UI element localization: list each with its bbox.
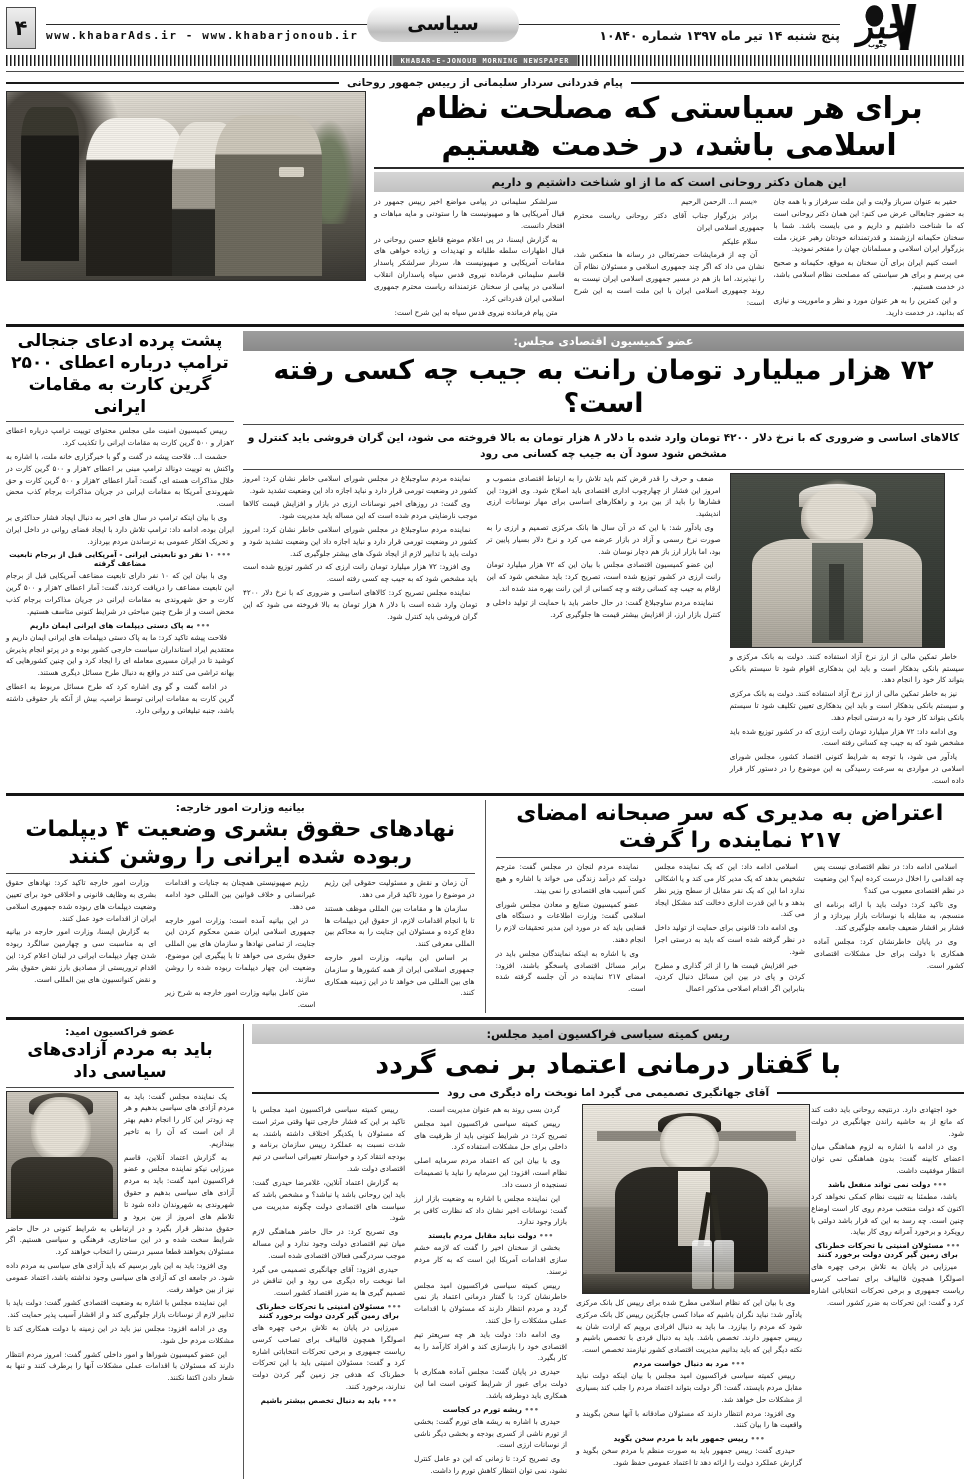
- article6-sub-5: ••• دولت نمی تواند منفعل باشد: [811, 1180, 964, 1189]
- article6-colA-text2: باشد، مطمئنا به تثبیت نظام کمکی نخواهد کرد اکنون که دولت منتخب مردم روی کار است اوضاع چنین است. چه رسد به این که قرار باشد دولتی با رویکرد و برخورد آمرانه روی کار بیاید.: [811, 1191, 964, 1238]
- article2-photo: [730, 473, 945, 648]
- sidebar-body-2: وی با بیان این که ۱۰ نفر دارای تابعیت مضاعف آمریکایی قبل از برجام این تابعیت مضاعف را دریافت کردند، گفت: آمار اعطای ۲هزار و ۵۰۰ گرین کارت و حق شهروندی به مقامات ایرانی در جریان مذاکرات برجام کذب محض است و از طرح چنین مباحثی در شرایط کنونی متاسف هستیم.: [6, 570, 234, 617]
- divider: [6, 324, 964, 327]
- article2-col2: ضعف و حرف را قدر قرض کنم باید تلاش را به ارتباط اقتصادی منصوب و امروز این فشار از چهارچوب اداری اقتصادی باید اصلاح شود. وی افزود: این فشارها را باید از بین برد و راهکارهای اساسی برای مهار نوسانات ارزی اندیشید. وی یادآور شد: با این که در آن سال ها بانک مرکزی تصمیم و ارزی را به صورت نرخ رسمی و آزاد در بازار عرضه می کرد و نرخ دلار بسیار پایین تر بود، اما بازار ارز باز هم دچار نوسان شد. این عضو کمیسیون اقتصادی مجلس با بیان این که ۷۲ هزار میلیارد تومان رانت ارزی در کشور توزیع شده است، تصریح کرد: باید مشخص شود که این ارقام به جیب چه کسانی رفته و چه کسانی از این رانت بهره مند شده اند. نماینده مردم ساوجبلاغ گفت: در حال حاضر باید با حمایت از تولید داخلی و کنترل بازار ارز، از افزایش بیشتر قیمت ها جلوگیری کرد.: [486, 473, 720, 789]
- bullet-icon: •••: [731, 1359, 745, 1368]
- masthead: [6, 0, 964, 52]
- divider: [485, 800, 486, 1013]
- divider: [374, 167, 964, 169]
- article6-sub-4: ••• باید به دنبال تخصص بیشتر باشیم: [252, 1396, 405, 1405]
- article5-photo: [6, 1091, 118, 1219]
- divider: [777, 1092, 964, 1094]
- article6-colB-text: وی با بیان این که نظام اسلامی مطرح شده برای رییس کل بانک مرکزی یادآور شد: نباید نگران باشیم که مبادا کسی جایگزین رییس کل بانک مرکزی شود که مردم را بیازرد. ما باید به دنبال افرادی برویم که ارادت شان به رییس جمهور دارند. تخصص باشد. باید به دنبال فردی با تخصص باشیم و نکته دیگر این که باید بدانیم مدیریت اقتصادی کشور نیازمند تخصص است.: [576, 1104, 802, 1356]
- article5: [6, 1024, 234, 1386]
- article6-colA-text: خود اجتهادی دارد. درنتیجه روحانی باید دقت کند که مانع از به حاشیه راندن جهانگیری در دولت شود. وی در ادامه با اشاره به لزوم هماهنگی میان اعضای کابینه گفت: بدون هماهنگی نمی توان انتظار موفقیت داشت.: [811, 1104, 964, 1177]
- masthead-center: [40, 4, 846, 52]
- article5-body: یک نماینده مجلس گفت: باید به مردم آزادی های سیاسی بدهیم و هر چه زودتر این کار را انجام دهیم بهتر از این است که آن را به تاخیر بیندازیم. به گزارش اعتماد آنلاین، قاسم میرزایی نیکو نماینده مجلس و عضو فراکسیون امید گفت: باید به مردم آزادی های سیاسی بدهیم و حقوق شهروندی به شهروندان داده شود تا تلاطم های امروز از بین برود و حقوق مدنظر قرار بگیرد و در ارتباطی به شرایط کنونی در حال حاضر شرایط سخت شده و در این ساختاری، فرهنگی و سیاسی هستیم. اگر مسئولان بخواهند قطعا مسیر درستی را انتخاب خواهند کرد. وی افزود: باید به این باور برسیم که باید آزادی های سیاسی به مردم داده شود. در جامعه ای که آزادی های سیاسی وجود نداشته باشد، اعتماد عمومی نیز از بین خواهد رفت. این نماینده مجلس با اشاره به وضعیت اقتصادی کشور گفت: دولت باید با تدابیر لازم از نوسانات بازار جلوگیری کند و از اقشار آسیب پذیر حمایت کند. وی در ادامه افزود: مجلس نیز باید در این زمینه با دولت همکاری کند تا مشکلات مردم حل شود. این عضو کمیسیون شوراها و امور داخلی کشور گفت: امروز مردم انتظار دارند که مسئولان با اقدامات عملی مشکلات آنها را برطرف کنند و تنها به شعار دادن اکتفا نکنند.: [6, 1091, 234, 1385]
- article4-col1: نماینده مردم لنجان در مجلس گفت: مترجم دولت کم درآمد زندگی می خواند با اشاره و هیچ کس آسیب های اقتصادی را نمی بیند. عضو کمیسیون صنایع و معادن مجلس شورای اسلامی گفت: وزارت اطلاعات و دستگاه های قضایی باید که در مورد این مدیر تحقیقات لازم را انجام دهند. وی با اشاره به اینکه نمایندگان مجلس باید در برابر مسائل اقتصادی پاسخگو باشند، افزود: امضای ۲۱۷ نماینده در آن جلسه گرفته شده است.: [495, 861, 645, 997]
- bullet-icon: •••: [539, 1231, 553, 1240]
- sidebar-body-1: رییس کمیسیون امنیت ملی مجلس محتوای توییت ترامپ درباره اعطای ۲هزار و ۵۰۰ گرین کارت به مقامات ایرانی را تکذیب کرد. حشمت ا... فلاحت پیشه در گفت و گو با خبرگزاری خانه ملت، با اشاره به واکنش به توییت دونالد ترامپ مبنی بر اعطای ۲هزار و ۵۰۰ گرین کارت در خلال مذاکرات هسته ای، گفت: آمار اعطای ۲هزار و ۵۰۰ گرین کارت و حق شهروندی آمریکا به مقامات ایرانی در جریان مذاکرات برجام کذب محض است. وی با بیان اینکه ترامپ در سال های اخیر به دنبال ایجاد فشار حداکثری بر ایران بوده، ادامه داد: ترامپ تلاش دارد با ایجاد فضای روانی در داخل ایران و تحریک افکار عمومی به ترساندن مردم بپردازد.: [6, 425, 234, 547]
- article6-headline[interactable]: با گفتار درمانی اعتماد بر نمی گردد: [252, 1049, 964, 1082]
- article4-col3: اسلامی ادامه داد: در نظم اقتصادی نیست پس چه اقدامی را اخلال درست کرده ایم؟ این وضعیت در نظم اقتصادی معیوب می کند؟ وی تاکید کرد: دولت باید با ارائه برنامه ای منسجم، به مقابله با نوسانات بازار بپردازد و از فشار بر اقشار ضعیف جامعه جلوگیری کند. وی در پایان خاطرنشان کرد: مجلس آماده همکاری با دولت برای حل مشکلات اقتصادی کشور است.: [814, 861, 964, 997]
- article6-colD: [252, 1104, 405, 1479]
- article1-col2: «بسم ا... الرحمن الرحیم برادر بزرگوار جناب آقای دکتر روحانی ریاست محترم جمهوری اسلامی ایران سلام علیکم آن چه از فرمایشات حضرتعالی در رسانه ها منعکس شد، نشان می داد که اگر چند جمهوری اسلامی و مسئولان نظام آن را نپذیرند، اما باز هم در مسیر جمهوری اسلامی ایران نیست به روند جمهوری اسلامی ایران با این ملت است به این شرح است:: [574, 196, 765, 320]
- article6-colC-text: گردن بسی روند به هم عنوان مدیریت است. رییس کمیته سیاسی فراکسیون امید مجلس تصریح کرد: در شرایط کنونی باید از ظرفیت های داخلی برای حل مشکلات استفاده کرد. وی با بیان این که اعتماد مردم سرمایه اصلی نظام است، افزود: این سرمایه را نباید با تصمیمات نسنجیده از دست داد. این نماینده مجلس با اشاره به وضعیت بازار ارز گفت: نوسانات اخیر نشان داد که نظارت کافی بر بازار وجود ندارد.: [414, 1104, 567, 1228]
- issue-date: پنج شنبه ۱۴ تیر ماه ۱۳۹۷ شماره ۱۰۸۴۰: [599, 28, 840, 43]
- article3-kicker: بیانیه وزارت امور خارجه:: [6, 800, 475, 816]
- divider: [252, 1092, 439, 1094]
- logo-icon: [852, 4, 964, 50]
- bullet-icon: •••: [383, 1396, 397, 1405]
- article6-sub-8: ••• رییس جمهور باید با مردم سخن بگوید: [576, 1434, 802, 1443]
- article1-col3: حقیر به عنوان سرباز ولایت و این ملت سرفراز و با همه جان به حضور جنابعالی عرض می کنم: این همان دکتر روحانی است که ما شناخت داشتیم و داریم و می بایست باشد. شما با سخنان حکیمانه ارزشمند و قدرتمندانه خودتان رهبر عزیز، ملت بزرگوار ایران اسلامی و مسلمانان جهان را مفتخر نمودید. است کنیم ایران برای آن سخنان به موقع، حکیمانه و صحیح می پرسم و برای هر سیاستی که مصلحت نظام اسلامی باشد، در خدمت هستیم. و این کمترین را به هر عنوان مورد و نظر و ماموریت و نیازی که بدانید، در خدمت دارید.: [773, 196, 964, 320]
- article6: [252, 1024, 964, 1479]
- website-urls[interactable]: www.khabarAds.ir - www.khabarjonoub.ir: [46, 29, 358, 42]
- article2-col1: نماینده مردم ساوجبلاغ در مجلس شورای اسلامی خاطر نشان کرد: امروز کشور در وضعیت تورمی قرار دارد و نباید اجازه داد این وضعیت تشدید شود. وی گفت: در روزهای اخیر نوسانات ارزی در بازار و افزایش قیمت کالاها موجب نارضایتی مردم شده است که این مساله باید مدیریت شود. نماینده مردم ساوجبلاغ در مجلس شورای اسلامی خاطر نشان کرد: امروز کشور در وضعیت تورمی قرار دارد و نباید اجازه داد این وضعیت تشدید شود و دولت باید با تدابیر لازم از ایجاد شوک های بیشتر جلوگیری کند. وی افزود: ۷۲ هزار میلیارد تومان رانت ارزی که در کشور توزیع شده است باید مشخص شود که به جیب چه کسی رفته است. نماینده مجلس تصریح کرد: کالاهای اساسی و ضروری که با نرخ دلار ۴۲۰۰ تومان وارد شده است با دلار ۸ هزار تومان به بالا فروخته می شود که این گران فروشی باید کنترل شود.: [243, 473, 477, 789]
- article6-colC: [414, 1104, 567, 1479]
- article1-columns: [374, 196, 964, 320]
- article5-kicker: عضو فراکسیون امید:: [6, 1024, 234, 1040]
- newspaper-logo: [846, 4, 964, 52]
- divider: [243, 424, 964, 425]
- bullet-icon: •••: [196, 621, 210, 630]
- article1-headline[interactable]: برای هر سیاستی که مصلحت نظام اسلامی باشد، در خدمت هستیم: [374, 91, 964, 164]
- article6-sub-3: ••• مسئولان امنیتی با تحرکات خطرناک برای زمین گیر کردن دولت برخورد کنند: [252, 1302, 405, 1320]
- bullet-icon: •••: [217, 550, 231, 559]
- article1-kicker: پیام قدردانی سردار سلیمانی از رییس جمهور روحانی: [347, 75, 623, 91]
- article6-colD-text: رییس کمیته سیاسی فراکسیون امید مجلس با تاکید بر این که فشار خارجی تنها وقتی مرثر است که مسئولان با یکدیگر اختلاف داشته باشند، به شدت نسبت به عملکرد رییس سازمان برنامه و بودجه انتقاد کرد و خواستار تغییراتی اساسی در تیم اقتصادی دولت شد. به گزارش اعتماد آنلاین، غلامرضا حیدری گفت: باید این روحانی باشد یا نباشد؟ و مشخص باشد که سیاست های اقتصادی دولت چگونه مدیریت می شود. وی تصریح کرد: در حال حاضر هماهنگی لازم میان تیم اقتصادی دولت وجود ندارد و این مساله موجب سردرگمی فعالان اقتصادی شده است. حیدری افزود: آقای جهانگیری تصمیمی می گیرد اما نوبخت راه دیگری می رود و این تناقض در تصمیم گیری ها به ضرر اقتصاد کشور است.: [252, 1104, 405, 1299]
- divider: [6, 793, 964, 796]
- article3: [6, 800, 475, 1013]
- divider: [6, 873, 475, 874]
- sidebar-subhead-2: ••• به پاک دستی دیپلمات های ایرانی ایمان داریم: [6, 621, 234, 630]
- article6-colA-text3: میرزایی در پایان به تلاش برخی چهره های اصولگرا همچون قالیباف برای تصاحب کرسی ریاست جمهوری و برخی تحرکات انتخاباتی اشاره کرد و گفت: این تحرکات به ضرر کشور است.: [811, 1261, 964, 1308]
- sidebar-headline[interactable]: پشت پرده ادعای جنجالی ترامپ درباره اعطای ۲۵۰۰ گرین کارت به مقامات ایرانی: [6, 331, 234, 418]
- article6-sub-2: ••• ریشه تورم در کجاست: [414, 1405, 567, 1414]
- article1-col1: سرلشکر سلیمانی در پیامی مواضع اخیر رییس جمهور در قبال آمریکایی ها و صهیونیست ها را ستودنی و مایه مباهات و افتخار دانست. به گزارش ایسنا، در پی اعلام موضع قاطع حسن روحانی در قبال اظهارات سلطه طلبانه و تهدیدات و زیاده خواهی های مقامات آمریکایی و صهیونیست ها، سردار سرلشکر پاسدار قاسم سلیمانی فرمانده نیروی قدس سپاه پاسداران انقلاب اسلامی در پیامی از سخنان عزتمندانه ریاست محترم جمهوری اسلامی ایران قدردانی کرد. متن پیام فرمانده نیروی قدس سپاه به این شرح است:: [374, 196, 565, 320]
- article4-col2: اسلامی ادامه داد: این که یک نماینده مجلس تشخیص بدهد که یک مدیر کار می کند و یا اشکالی ندارد اما این که یک نفر مقابل از سطح وزیر نظر بدهد و با این قدرت اداری دخالت کند مشکل ایجاد می کند. وی ادامه داد: قانونی برای حمایت از تولید داخل در نظر گرفته شده است که باید به درستی اجرا شود. خبر افزایش قیمت ها را از اثر گذاری و مطرح کردن و پای در بین این مسائل دنبال کردن، بنابراین اگر اقدام اصلاحی مذکور اعمال: [655, 861, 805, 997]
- article4: [496, 800, 965, 997]
- article3-col3: آن زمان و نقش و مسئولیت حقوقی این رژیم در موضوع را مورد تاکید قرار می دهد. سازمان ها و مقامات بین المللی موظف هستند تا با انجام اقدامات لازم، از حقوق این دیپلمات ها دفاع کرده و مسئولان این جنایت را به محاکم بین المللی معرفی کنند. بر اساس این بیانیه، وزارت امور خارجه جمهوری اسلامی ایران از همه کشورها و سازمان های بین المللی می خواهد تا در این زمینه همکاری کنند.: [324, 877, 474, 1013]
- article6-sub-7: ••• مرد به دنبال خواست مردم: [576, 1359, 802, 1368]
- sidebar-body-3: فلاحت پیشه تاکید کرد: ما به پاک دستی دیپلمات های ایرانی ایمان داریم و معتقدیم ایراد استانداران سیاست خارجی کشور بوده و در پرتو انجام پذیرش کوشید تا در ایران مسیری معامله ای را ایجاد کرد و این چنین کشورهایی که بهانه تراشی می کنند در واقع به دنبال طرح مسائل دیگری هستند. در ادامه گفت و گو وی اشاره کرد که طرح مسائل مربوط به اعطای گرین کارت به مقامات ایرانی توسط ترامپ، بیش از آنکه بار حقوقی داشته باشد، جنبه تبلیغاتی و روانی دارد.: [6, 632, 234, 717]
- article3-headline[interactable]: نهادهای حقوق بشری وضعیت ۴ دیپلمات ربوده شده ایرانی را روشن کنند: [6, 816, 475, 871]
- divider: [6, 1087, 234, 1088]
- divider: [631, 82, 964, 84]
- article6-colB: [576, 1104, 802, 1479]
- article2-headline[interactable]: ۷۲ هزار میلیارد تومان رانت به جیب چه کسی رفته است؟: [243, 355, 964, 421]
- article6-deck-row: [252, 1085, 964, 1101]
- article2-col3: [730, 473, 964, 789]
- divider: [6, 1017, 964, 1020]
- article6-columns: [252, 1104, 964, 1479]
- bullet-icon: •••: [525, 1405, 539, 1414]
- bullet-icon: •••: [387, 1302, 401, 1311]
- article1-kicker-row: [6, 75, 964, 91]
- article6-colB-text2: رییس کمیته سیاسی فراکسیون امید مجلس با بیان اینکه دولت نباید مقابل مردم بایستد، گفت: اگر دولت بتواند اعتماد مردم را جلب کند بسیاری از مشکلات حل خواهد شد. وی افزود: مردم انتظار دارند که مسئولان صادقانه با آنها سخن بگویند و واقعیت ها را بیان کنند.: [576, 1370, 802, 1431]
- divider: [6, 71, 964, 72]
- article2-photo-caption: خاطر تمکین مالی از ارز نرخ آزاد استفاده کنند. دولت به بانک مرکزی و سیستم بانکی بدهکار است و باید این بدهکاری اقوام شود تا سیستم بانکی بتواند کار خود را انجام دهد.: [730, 473, 964, 686]
- section-title: سیاسی: [367, 6, 519, 42]
- sidebar-subhead-1: ••• ۱۰ نفر دو تابعیتی ایرانی - آمریکایی قبل از برجام تابعیت مضاعف گرفته: [6, 550, 234, 568]
- divider: [6, 82, 339, 84]
- article2-kicker: عضو کمیسیون اقتصادی مجلس:: [243, 331, 964, 351]
- bullet-icon: •••: [751, 1434, 765, 1443]
- article2-deck: کالاهای اساسی و ضروری که با نرخ دلار ۴۲۰۰ تومان وارد شده با دلار ۸ هزار تومان به بالا فروخته می شود، این گران فروشی باید کنترل و مشخص شود سود آن به جیب چه کسانی می رود: [243, 428, 964, 466]
- ticker-bar: [6, 55, 964, 66]
- article6-colA: [811, 1104, 964, 1479]
- article6-colB-text3: حیدری گفت: رییس جمهور باید به صورت منظم با مردم سخن بگوید و گزارش عملکرد دولت را ارائه دهد تا اعتماد عمومی حفظ شود.: [576, 1445, 802, 1469]
- article5-headline[interactable]: باید به مردم آزادی‌های سیاسی داد: [6, 1040, 234, 1084]
- article2-sidebar: [6, 331, 234, 718]
- divider: [6, 421, 234, 422]
- ticker-label: KHABAR-E-JONOUB MORNING NEWSPAPER: [393, 55, 578, 66]
- article6-deck: آقای جهانگیری تصمیمی می گیرد اما نوبخت راه دیگری می رود: [447, 1085, 769, 1101]
- article6-photo: [582, 1104, 810, 1294]
- article1-deck: این همان دکتر روحانی است که ما از او شناخت داشتیم و داریم: [374, 172, 964, 192]
- article6-colC-text3: حیدری با اشاره به ریشه های تورم گفت: بخشی از تورم ناشی از کسری بودجه و بخشی دیگر ناشی از نوسانات ارزی است. وی تصریح کرد: تا زمانی که این دو عامل کنترل نشود، نمی توان انتظار کاهش تورم را داشت.: [414, 1416, 567, 1477]
- divider: [496, 857, 965, 858]
- article6-colD-text2: میرزایی در پایان به تلاش برخی چهره های اصولگرا همچون قالیباف برای تصاحب کرسی ریاست جمهوری و برخی تحرکات انتخاباتی اشاره کرد و گفت: مسئولان امنیتی باید با این تحرکات خطرناک که هدفی جز زمین گیر کردن دولت ندارند، برخورد کنند.: [252, 1322, 405, 1393]
- article3-col2: رژیم صهیونیستی همچنان به جنایات و اقدامات غیرانسانی و خلاف قوانین بین المللی خود ادامه می دهد. در این بیانیه آمده است: وزارت امور خارجه جمهوری اسلامی ایران ضمن محکوم کردن این جنایت، از تمامی نهادها و سازمان های بین المللی حقوق بشری می خواهد تا با پیگیری این موضوع، وضعیت این چهار دیپلمات ربوده شده را روشن سازند. متن کامل بیانیه وزارت امور خارجه به شرح زیر است.: [165, 877, 315, 1013]
- article6-sub-1: ••• دولت نباید مقابل مردم بایستد: [414, 1231, 567, 1240]
- article2-body3: نیز به خاطر تمکین مالی از ارز نرخ آزاد استفاده کنند. دولت به بانک مرکزی و سیستم بانکی بدهکار است و باید این بدهکاری تعیین تکلیف شود تا سیستم بانکی بتواند کار خود را به درستی انجام دهد. وی ادامه داد: ۷۲ هزار میلیارد تومان رانت ارزی که در کشور توزیع شده باید مشخص شود که به جیب چه کسانی رفته است. یادآور می شود، با توجه به شرایط کنونی اقتصاد کشور، مجلس شورای اسلامی در مواردی به سرعت رسیدگی به این موضوع را در دستور کار قرار داده است.: [730, 688, 964, 787]
- article2-columns: [243, 473, 964, 789]
- bullet-icon: •••: [946, 1241, 960, 1250]
- article6-colC-text2: بخشی از سخنان اخیر را گفت که لازمه خشم سازی اقدامات آمریکا این است که به کار مردم نرسند. رییس کمیته سیاسی فراکسیون امید مجلس خاطرنشان کرد: با گفتار درمانی اعتماد باز نمی گردد و مردم انتظار دارند که مسئولان با اقدامات عملی مشکلات را حل کنند. وی ادامه داد: دولت باید هر چه سریعتر تیم اقتصادی خود را بازسازی کند و افراد کارآمد را به کار بگیرد. حیدری در پایان گفت: مجلس آماده همکاری با دولت برای عبور از شرایط کنونی است اما این همکاری باید دوطرفه باشد.: [414, 1242, 567, 1402]
- article6-kicker: ریس کمیته سیاسی فراکسیون امید مجلس:: [252, 1024, 964, 1044]
- article4-columns: [496, 861, 965, 997]
- article4-headline[interactable]: اعتراض به مدیری که سر صبحانه امضای ۲۱۷ نماینده را گرفت: [496, 800, 965, 855]
- page-number: ۴: [6, 7, 36, 49]
- article1-photo: [6, 91, 366, 281]
- article6-sub-6: ••• مسئولان امنیتی با تحرکات خطرناک برای زمین گیر کردن دولت برخورد کنند: [811, 1241, 964, 1259]
- article3-columns: [6, 877, 475, 1013]
- bullet-icon: •••: [933, 1180, 947, 1189]
- divider: [243, 469, 964, 470]
- article3-col1: وزارت امور خارجه تاکید کرد: نهادهای حقوق بشری به وظایف قانونی و اخلاقی خود برای تعیین وضعیت دیپلمات های ربوده شده جمهوری اسلامی ایران از اقدامات خود عمل کنند. به گزارش ایسنا، وزارت امور خارجه در بیانیه ای به مناسبت سی و چهارمین سالگرد ربوده شدن چهار دیپلمات ایرانی در لبنان اعلام کرد: این اقدام تروریستی از مصادیق بارز نقض حقوق بشر و نقض کنوانسیون های بین المللی است.: [6, 877, 156, 1013]
